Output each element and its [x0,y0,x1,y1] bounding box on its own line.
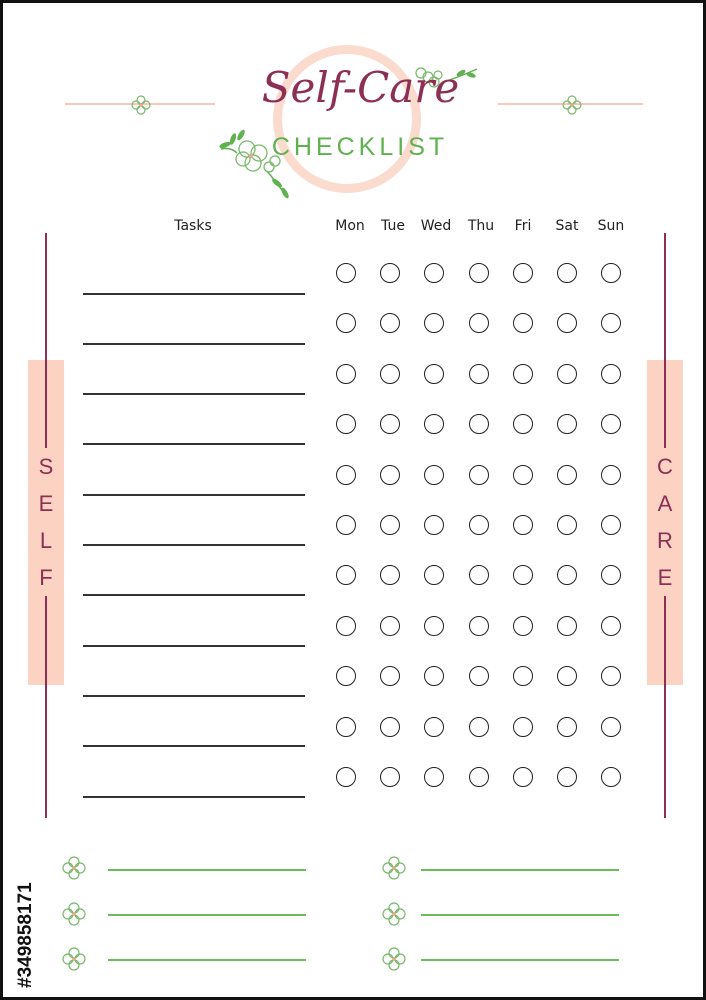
day-checkbox-thu[interactable] [469,717,489,737]
note-line[interactable] [421,959,619,961]
task-line[interactable] [83,695,305,697]
day-header-wed: Wed [420,218,452,234]
day-checkbox-fri[interactable] [513,666,533,686]
day-checkbox-wed[interactable] [424,263,444,283]
day-checkbox-wed[interactable] [424,313,444,333]
day-checkbox-tue[interactable] [380,465,400,485]
task-line[interactable] [83,494,305,496]
day-checkbox-thu[interactable] [469,414,489,434]
note-line[interactable] [108,869,306,871]
day-checkbox-fri[interactable] [513,565,533,585]
day-checkbox-sun[interactable] [601,465,621,485]
day-checkbox-tue[interactable] [380,364,400,384]
day-checkbox-mon[interactable] [336,364,356,384]
day-checkbox-sat[interactable] [557,717,577,737]
task-line[interactable] [83,443,305,445]
day-checkbox-wed[interactable] [424,616,444,636]
day-checkbox-sun[interactable] [601,364,621,384]
day-checkbox-sun[interactable] [601,565,621,585]
task-line[interactable] [83,393,305,395]
right-side-word [647,448,683,596]
day-checkbox-tue[interactable] [380,717,400,737]
page-subtitle: CHECKLIST [271,133,449,161]
clover-icon [60,854,88,882]
side-letter: A [657,491,673,516]
day-checkbox-sun[interactable] [601,666,621,686]
day-checkbox-mon[interactable] [336,414,356,434]
day-checkbox-sun[interactable] [601,717,621,737]
day-checkbox-thu[interactable] [469,666,489,686]
stock-id-text: #349858171 [15,882,36,988]
day-checkbox-sat[interactable] [557,414,577,434]
note-line[interactable] [108,959,306,961]
day-checkbox-fri[interactable] [513,616,533,636]
task-line[interactable] [83,594,305,596]
day-header-fri: Fri [514,218,532,234]
clover-icon [380,854,408,882]
day-checkbox-mon[interactable] [336,465,356,485]
day-checkbox-fri[interactable] [513,717,533,737]
day-checkbox-mon[interactable] [336,717,356,737]
day-checkbox-wed[interactable] [424,515,444,535]
day-checkbox-wed[interactable] [424,414,444,434]
day-checkbox-sat[interactable] [557,666,577,686]
page-title: Self-Care [261,63,460,112]
task-line[interactable] [83,796,305,798]
day-checkbox-sat[interactable] [557,767,577,787]
day-checkbox-mon[interactable] [336,616,356,636]
day-checkbox-fri[interactable] [513,263,533,283]
day-checkbox-tue[interactable] [380,263,400,283]
day-checkbox-thu[interactable] [469,263,489,283]
clover-icon [380,900,408,928]
day-checkbox-mon[interactable] [336,767,356,787]
day-checkbox-tue[interactable] [380,616,400,636]
task-line[interactable] [83,544,305,546]
day-checkbox-sat[interactable] [557,313,577,333]
side-letter: S [38,454,54,479]
tasks-column-header: Tasks [174,218,212,234]
day-checkbox-sun[interactable] [601,414,621,434]
mini-flower-icon [561,94,583,116]
day-checkbox-sat[interactable] [557,515,577,535]
day-checkbox-wed[interactable] [424,465,444,485]
day-checkbox-fri[interactable] [513,414,533,434]
day-header-sun: Sun [597,218,625,234]
task-line[interactable] [83,293,305,295]
day-checkbox-mon[interactable] [336,313,356,333]
day-checkbox-fri[interactable] [513,515,533,535]
day-header-thu: Thu [467,218,495,234]
clover-icon [60,945,88,973]
day-checkbox-mon[interactable] [336,565,356,585]
day-checkbox-sat[interactable] [557,263,577,283]
day-checkbox-sun[interactable] [601,616,621,636]
day-checkbox-thu[interactable] [469,767,489,787]
task-line[interactable] [83,645,305,647]
mini-flower-icon [130,94,152,116]
day-checkbox-wed[interactable] [424,364,444,384]
day-checkbox-thu[interactable] [469,465,489,485]
day-checkbox-tue[interactable] [380,565,400,585]
day-checkbox-sat[interactable] [557,364,577,384]
day-header-sat: Sat [555,218,579,234]
note-line[interactable] [421,869,619,871]
day-checkbox-wed[interactable] [424,767,444,787]
day-checkbox-tue[interactable] [380,313,400,333]
day-checkbox-sun[interactable] [601,515,621,535]
day-checkbox-thu[interactable] [469,565,489,585]
day-checkbox-tue[interactable] [380,767,400,787]
left-side-word [28,448,64,596]
day-checkbox-thu[interactable] [469,515,489,535]
day-checkbox-thu[interactable] [469,616,489,636]
side-letter: E [657,565,673,590]
day-header-mon: Mon [335,218,365,234]
day-checkbox-wed[interactable] [424,717,444,737]
note-line[interactable] [421,914,619,916]
clover-icon [60,900,88,928]
day-checkbox-tue[interactable] [380,414,400,434]
side-letter: L [39,528,53,553]
day-checkbox-fri[interactable] [513,364,533,384]
day-checkbox-sun[interactable] [601,767,621,787]
day-checkbox-thu[interactable] [469,364,489,384]
day-checkbox-sat[interactable] [557,565,577,585]
day-checkbox-tue[interactable] [380,515,400,535]
task-line[interactable] [83,745,305,747]
day-checkbox-wed[interactable] [424,666,444,686]
side-letter: C [657,454,673,479]
day-checkbox-mon[interactable] [336,263,356,283]
stock-id-label [11,773,41,993]
day-checkbox-fri[interactable] [513,767,533,787]
day-checkbox-fri[interactable] [513,465,533,485]
clover-icon [380,945,408,973]
day-checkbox-wed[interactable] [424,565,444,585]
day-checkbox-mon[interactable] [336,666,356,686]
day-checkbox-fri[interactable] [513,313,533,333]
side-letter: R [657,528,673,553]
side-letter: E [38,491,54,516]
note-line[interactable] [108,914,306,916]
day-checkbox-mon[interactable] [336,515,356,535]
side-letter: F [39,565,53,590]
day-checkbox-tue[interactable] [380,666,400,686]
day-checkbox-sun[interactable] [601,263,621,283]
day-checkbox-sat[interactable] [557,465,577,485]
day-checkbox-sat[interactable] [557,616,577,636]
day-checkbox-thu[interactable] [469,313,489,333]
task-line[interactable] [83,343,305,345]
day-header-tue: Tue [381,218,405,234]
day-checkbox-sun[interactable] [601,313,621,333]
